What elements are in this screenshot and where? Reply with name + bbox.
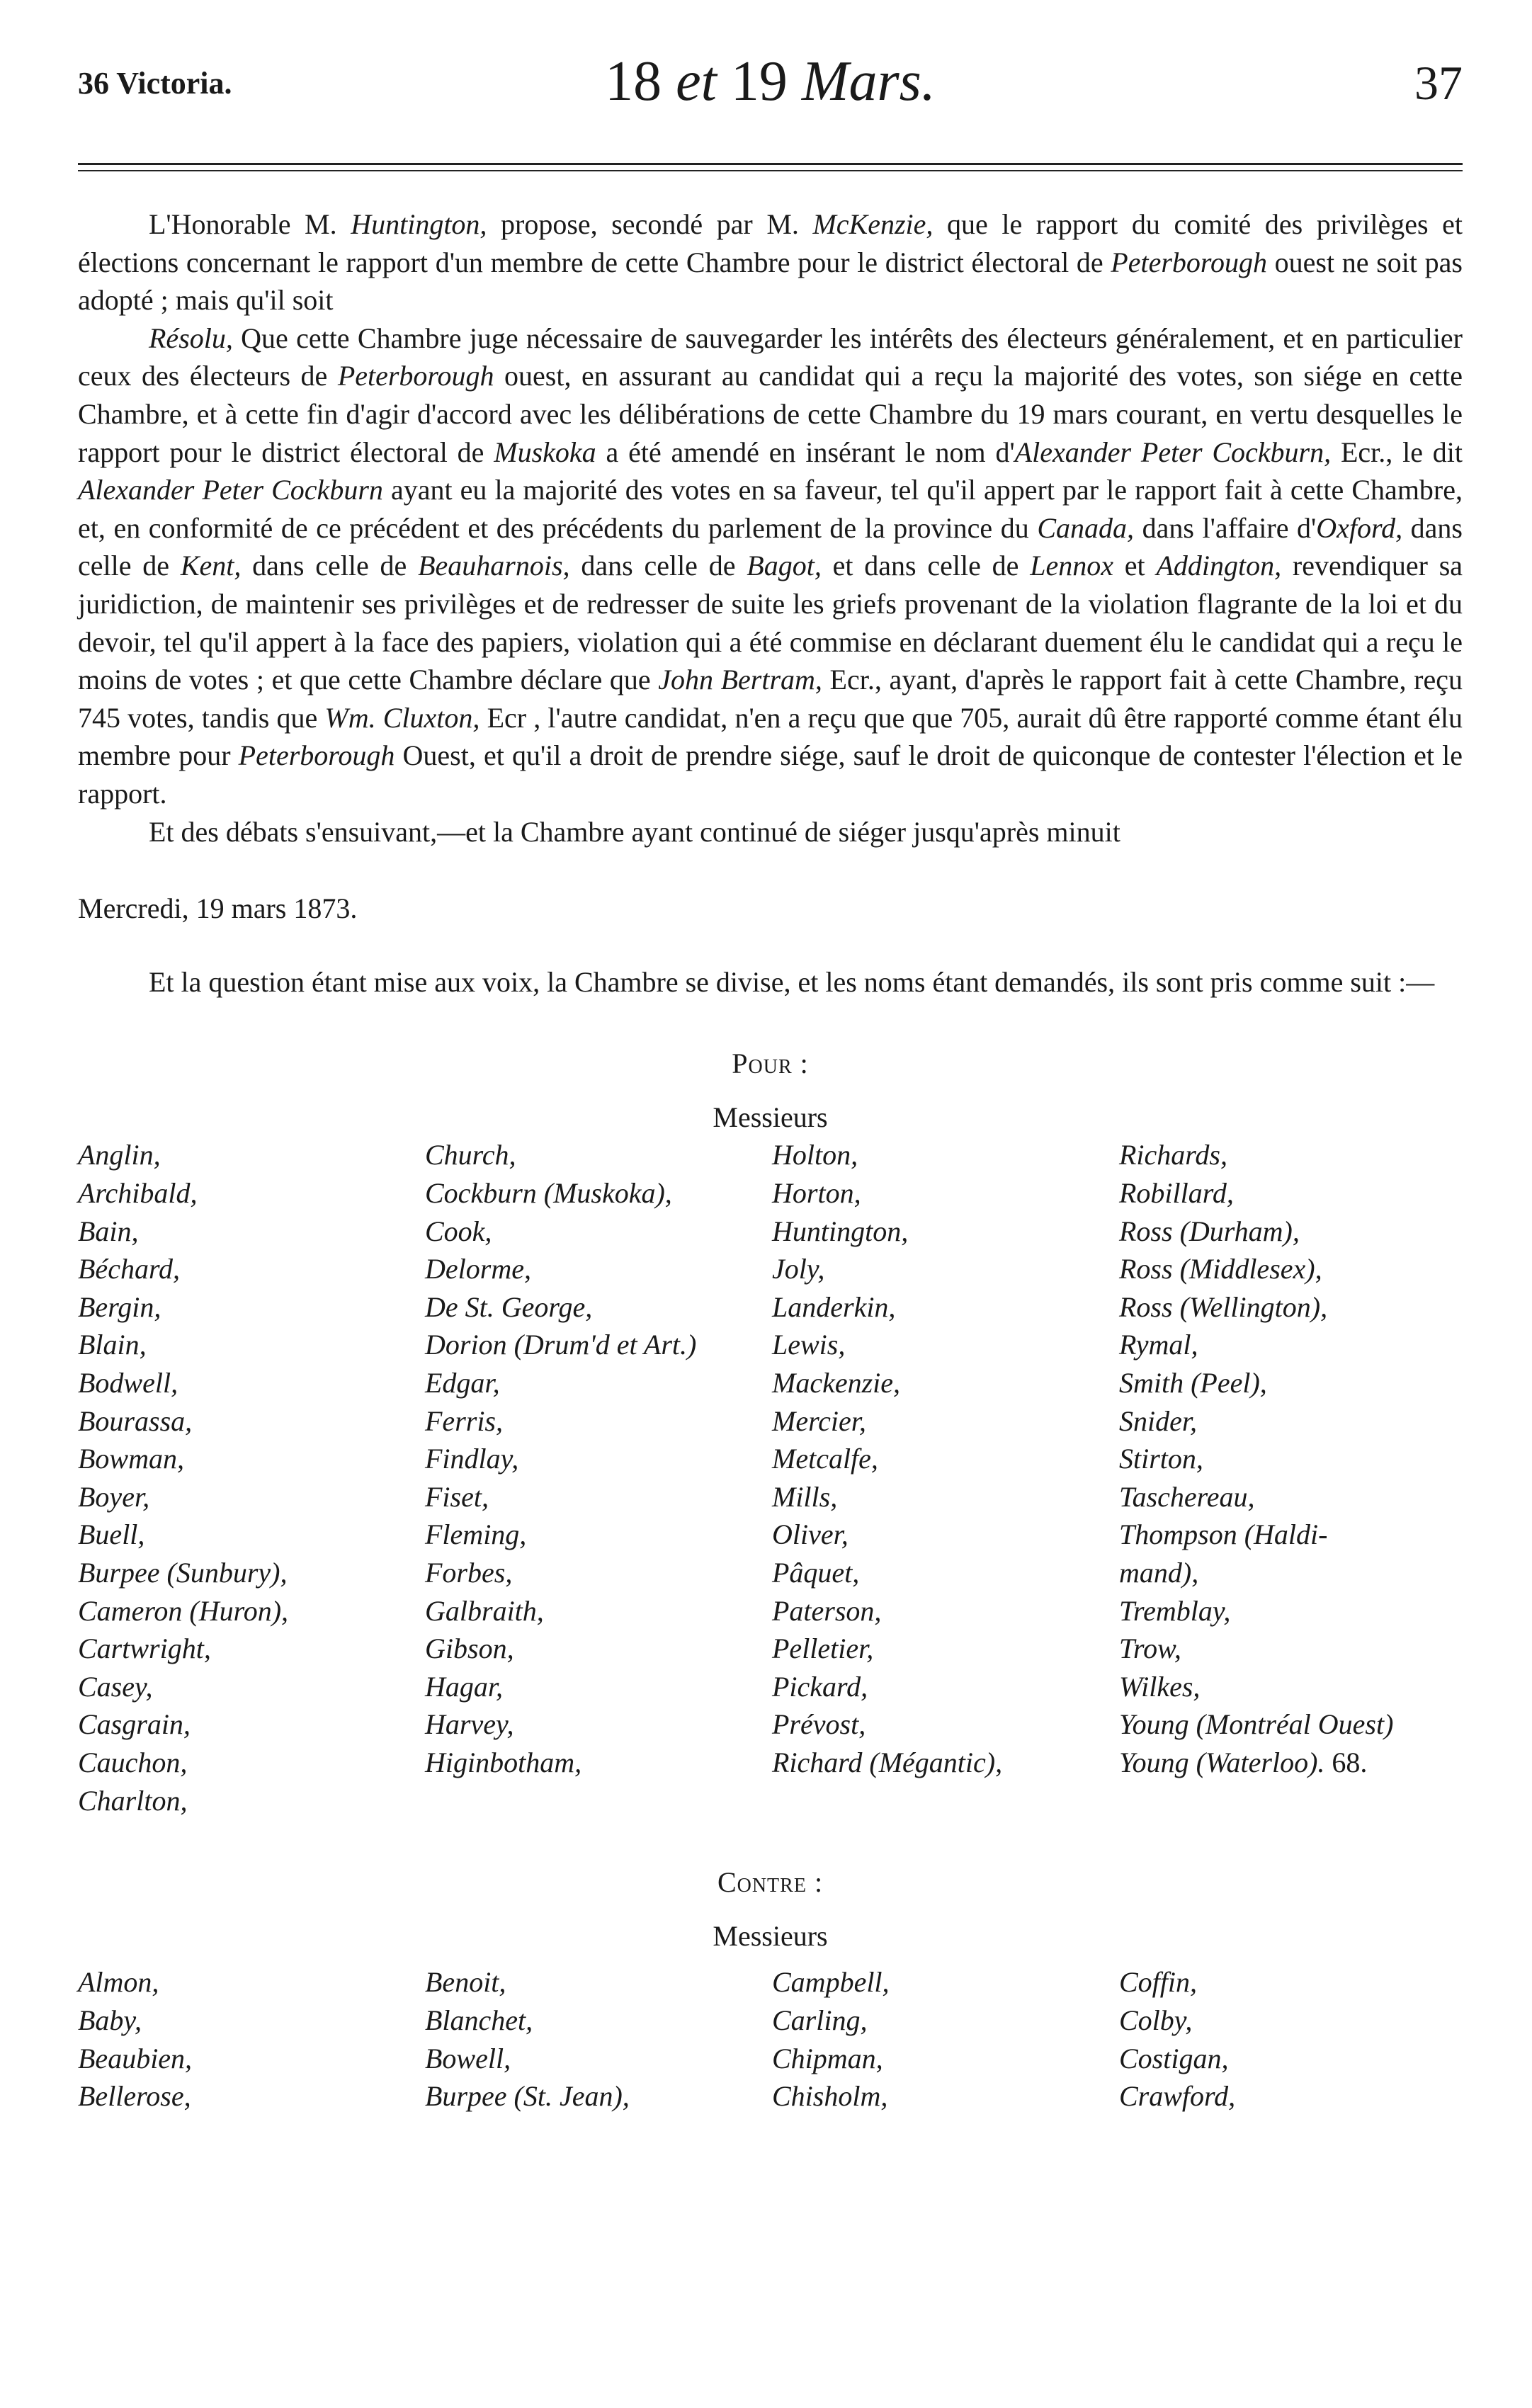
pour-member-name: Hagar, [425, 1670, 504, 1703]
pour-member-name: Edgar, [425, 1367, 500, 1399]
pour-member-name: Young (Waterloo). 68. [1119, 1746, 1368, 1778]
header-rule-thin [78, 170, 1463, 171]
pour-member-name: Cauchon, [78, 1746, 188, 1778]
journal-page [78, 50, 1463, 2113]
header-month: Mars. [801, 50, 936, 113]
pour-member-name: Boyer, [78, 1480, 150, 1513]
pour-member-name: Findlay, [425, 1443, 519, 1475]
pour-member-name: Pelletier, [772, 1632, 874, 1665]
text-run: ouest ne soit pas adopté ; mais qu'il soit [78, 246, 1463, 317]
pour-member-name: Bergin, [78, 1290, 161, 1323]
italic-name: Peterborough [1111, 246, 1267, 278]
pour-member-name: Buell, [78, 1518, 145, 1551]
contre-member-name: Bellerose, [78, 2080, 191, 2113]
text-run: et dans celle de [821, 550, 1031, 582]
italic-name: Wm. Cluxton, [324, 701, 480, 734]
pour-member-name: mand), [1119, 1557, 1199, 1589]
pour-member-name: Dorion (Drum'd et Art.) [425, 1329, 697, 1361]
italic-name: Addington, [1156, 550, 1282, 582]
pour-member-name: Young (Montréal Ouest) [1119, 1708, 1394, 1741]
pour-vote-count: 68. [1324, 1746, 1368, 1778]
page-header [78, 50, 1463, 142]
contre-member-name: Beaubien, [78, 2042, 193, 2074]
pour-member-name: Fiset, [425, 1480, 489, 1513]
pour-member-name: Bourassa, [78, 1404, 193, 1437]
pour-member-name: Ross (Wellington), [1119, 1290, 1328, 1323]
pour-member-name: Smith (Peel), [1119, 1367, 1267, 1399]
pour-member-name: Wilkes, [1119, 1670, 1201, 1703]
contre-column-2 [425, 1963, 772, 2115]
text-run: que le rapport du comité des privilèges et élections concernant le rapport d'un membre de cette Chambre pour le district électoral de [78, 208, 1463, 278]
pour-member-name: Cameron (Huron), [78, 1594, 289, 1627]
contre-member-name: Burpee (St. Jean), [425, 2080, 630, 2113]
header-reign: 36 Victoria. [78, 66, 232, 101]
contre-member-name: Chipman, [772, 2042, 883, 2074]
pour-member-name: Bowman, [78, 1443, 184, 1475]
text-run: dans celle de [241, 550, 419, 582]
text-run: Que cette Chambre juge nécessaire de sauvegarder les intérêts des électeurs généralement, et en particulier ceux des électeurs de [78, 322, 1463, 392]
text-run: Ecr., le dit [1331, 436, 1463, 468]
pour-member-name: Joly, [772, 1253, 825, 1285]
contre-member-name: Blanchet, [425, 2004, 533, 2036]
pour-member-name: Richards, [1119, 1139, 1227, 1171]
resolution-paragraph [78, 319, 1463, 813]
header-rule-thick [78, 163, 1463, 165]
pour-member-name: Taschereau, [1119, 1480, 1255, 1513]
pour-member-name: Ross (Durham), [1119, 1215, 1300, 1247]
contre-member-name: Crawford, [1119, 2080, 1236, 2113]
pour-member-name: Mills, [772, 1480, 838, 1513]
pour-member-name: Bodwell, [78, 1367, 178, 1399]
pour-member-name: Anglin, [78, 1139, 161, 1171]
contre-column-3 [772, 1963, 1119, 2115]
pour-member-name: Béchard, [78, 1253, 181, 1285]
contre-member-name: Colby, [1119, 2004, 1193, 2036]
text-run: propose, secondé par M. [487, 208, 813, 240]
pour-column-4 [1119, 1136, 1463, 1819]
italic-name: Lennox [1030, 550, 1113, 582]
pour-member-name: Pickard, [772, 1670, 868, 1703]
pour-member-name: Prévost, [772, 1708, 866, 1741]
header-et: et [676, 50, 717, 113]
contre-member-name: Coffin, [1119, 1966, 1198, 1999]
pour-member-name: Cockburn (Muskoka), [425, 1177, 672, 1210]
pour-member-name: Richard (Mégantic), [772, 1746, 1003, 1778]
pour-member-name: Galbraith, [425, 1594, 544, 1627]
journal-body [78, 205, 1463, 2115]
pour-member-name: Cook, [425, 1215, 492, 1247]
pour-member-name: Holton, [772, 1139, 858, 1171]
pour-member-name: Snider, [1119, 1404, 1197, 1437]
page-number: 37 [1414, 56, 1463, 110]
pour-member-name: Thompson (Haldi- [1119, 1518, 1328, 1551]
italic-name: Alexander Peter Cockburn [78, 474, 383, 506]
italic-name: Beauharnois, [418, 550, 570, 582]
pour-member-name: Paterson, [772, 1594, 882, 1627]
header-day: 18 [605, 50, 662, 113]
pour-member-name: Casgrain, [78, 1708, 191, 1741]
pour-member-name: Gibson, [425, 1632, 514, 1665]
pour-member-name: Mercier, [772, 1404, 866, 1437]
italic-name: Muskoka [494, 436, 596, 468]
contre-member-name: Campbell, [772, 1966, 890, 1999]
contre-names-list [78, 1963, 1463, 2115]
text-run: dans l'affaire d' [1134, 511, 1317, 544]
pour-member-name: Ferris, [425, 1404, 503, 1437]
pour-column-3 [772, 1136, 1119, 1819]
pour-member-name: Archibald, [78, 1177, 198, 1210]
text-run: dans celle de [569, 550, 747, 582]
pour-member-name: Oliver, [772, 1518, 849, 1551]
pour-member-name: Rymal, [1119, 1329, 1198, 1361]
pour-member-name: Harvey, [425, 1708, 514, 1741]
italic-name: Kent, [180, 550, 242, 582]
pour-member-name: Stirton, [1119, 1443, 1203, 1475]
motion-paragraph [78, 205, 1463, 319]
pour-member-name: Church, [425, 1139, 516, 1171]
contre-member-name: Benoit, [425, 1966, 506, 1999]
pour-member-name: Tremblay, [1119, 1594, 1231, 1627]
text-run: ouest, en assurant au candidat qui a reçu la majorité des votes, son siége en cette Chambre, et à cette fin d'agir d'accord avec les délibérations de cette Chambre du 19 mars courant, en vertu desquelles le rapport pour le district électoral de [78, 360, 1463, 468]
pour-member-name: Pâquet, [772, 1557, 860, 1589]
italic-name: Peterborough [337, 360, 494, 392]
pour-column-1 [78, 1136, 425, 1819]
text-run: Ecr., ayant, d'après le rapport fait à cette Chambre, reçu 745 votes, tandis que [78, 664, 1463, 734]
contre-column-4 [1119, 1963, 1463, 2115]
pour-member-name: Fleming, [425, 1518, 527, 1551]
pour-member-name: Lewis, [772, 1329, 846, 1361]
division-paragraph: Et la question étant mise aux voix, la Chambre se divise, et les noms étant demandés, ils sont pris comme suit :— [149, 965, 1435, 998]
pour-member-name: Higinbotham, [425, 1746, 582, 1778]
italic-name: John Bertram, [658, 664, 822, 696]
text-run: dans celle de [78, 511, 1463, 582]
italic-name: Alexander Peter Cockburn, [1014, 436, 1332, 468]
pour-column-2 [425, 1136, 772, 1819]
italic-name: Peterborough [238, 739, 395, 772]
header-date [78, 50, 1463, 114]
text-run: Ouest, et qu'il a droit de prendre siége, sauf le droit de quiconque de contester l'élection et le rapport. [78, 739, 1463, 810]
pour-member-name: Charlton, [78, 1784, 188, 1817]
sitting-date: Mercredi, 19 mars 1873. [78, 892, 358, 925]
italic-name: Résolu, [149, 322, 233, 354]
pour-member-name: Huntington, [772, 1215, 909, 1247]
contre-heading: Contre : [717, 1866, 824, 1899]
pour-member-name: Casey, [78, 1670, 153, 1703]
pour-names-list [78, 1136, 1463, 1819]
text-run: a été amendé en insérant le nom d' [596, 436, 1015, 468]
contre-member-name: Bowell, [425, 2042, 511, 2074]
text-run: ayant eu la majorité des votes en sa faveur, tel qu'il appert par le rapport fait à cette Chambre, et, en conformité de ce précédent et des précédents du parlement de la province du [78, 474, 1463, 544]
pour-member-name: Forbes, [425, 1557, 513, 1589]
text-run: Ecr , l'autre candidat, n'en a reçu que que 705, aurait dû être rapporté comme étant élu membre pour [78, 701, 1463, 772]
contre-subheading: Messieurs [713, 1919, 828, 1952]
pour-member-name: Bain, [78, 1215, 139, 1247]
contre-member-name: Carling, [772, 2004, 868, 2036]
contre-member-name: Baby, [78, 2004, 142, 2036]
pour-member-name: Robillard, [1119, 1177, 1234, 1210]
pour-member-name: Metcalfe, [772, 1443, 878, 1475]
pour-member-name: Ross (Middlesex), [1119, 1253, 1322, 1285]
contre-column-1 [78, 1963, 425, 2115]
header-day2: 19 [730, 50, 788, 113]
italic-name: Bagot, [747, 550, 822, 582]
pour-member-name: Horton, [772, 1177, 861, 1210]
contre-member-name: Chisholm, [772, 2080, 888, 2113]
text-run: L'Honorable M. [149, 208, 351, 240]
pour-member-name: Burpee (Sunbury), [78, 1557, 288, 1589]
pour-member-name: De St. George, [425, 1290, 593, 1323]
debate-paragraph: Et des débats s'ensuivant,—et la Chambre ayant continué de siéger jusqu'après minuit [149, 815, 1120, 848]
italic-name: Oxford, [1316, 511, 1403, 544]
pour-member-name: Trow, [1119, 1632, 1181, 1665]
pour-heading: Pour : [732, 1047, 809, 1080]
italic-name: Huntington, [351, 208, 487, 240]
text-run: et [1113, 550, 1157, 582]
pour-member-name: Cartwright, [78, 1632, 211, 1665]
pour-member-name: Delorme, [425, 1253, 531, 1285]
pour-member-name: Mackenzie, [772, 1367, 901, 1399]
contre-member-name: Almon, [78, 1966, 159, 1999]
text-run: revendiquer sa juridiction, de maintenir ses privilèges et de redresser de suite les griefs provenant de la violation flagrante de la loi et du devoir, tel qu'il appert à la face des papiers, violation qui a été commise en déclarant duement élu le candidat qui a reçu le moins de votes ; et que cette Chambre déclare que [78, 550, 1463, 696]
pour-member-name: Landerkin, [772, 1290, 896, 1323]
italic-name: Canada, [1037, 511, 1135, 544]
contre-member-name: Costigan, [1119, 2042, 1229, 2074]
pour-subheading: Messieurs [713, 1101, 828, 1133]
pour-member-name: Blain, [78, 1329, 147, 1361]
italic-name: McKenzie, [812, 208, 934, 240]
